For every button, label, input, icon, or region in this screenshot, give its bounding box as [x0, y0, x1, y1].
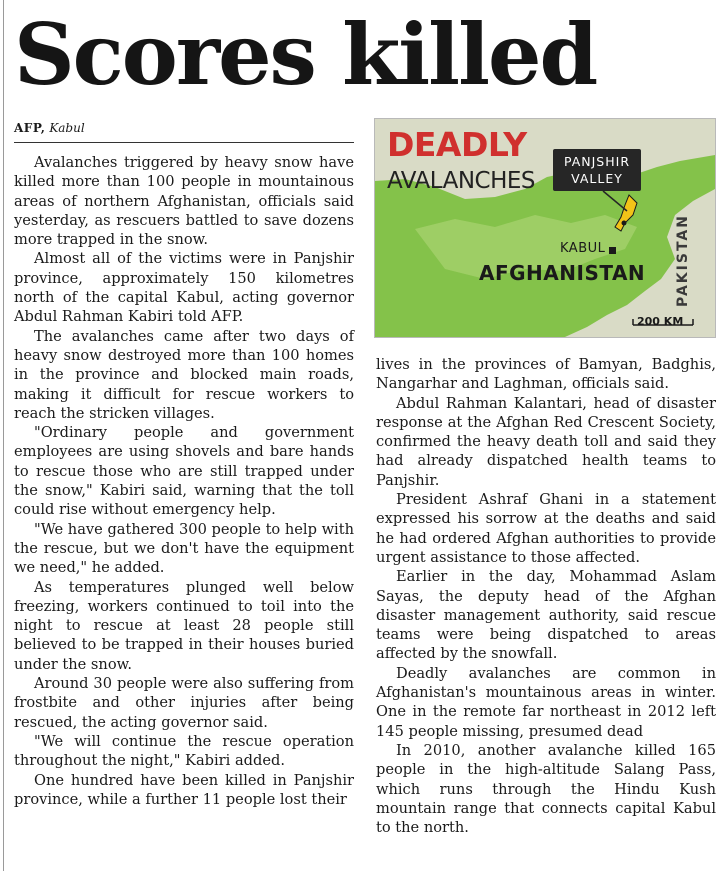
byline — [14, 120, 354, 136]
byline-divider — [14, 142, 354, 143]
pakistan-label: PAKISTAN — [675, 214, 691, 307]
paragraph: "We have gathered 300 people to help with the rescue, but we don't have the equipment we need," he added. — [14, 520, 354, 577]
panjshir-marker — [622, 221, 627, 226]
callout-line-1: PANJSHIR — [563, 154, 631, 169]
paragraph: Around 30 people were also suffering from frostbite and other injuries after being rescued, the acting governor said. — [14, 675, 354, 731]
paragraph: President Ashraf Ghani in a statement expressed his sorrow at the deaths and said he had ordered Afghan authorities to provide urgent assistance to those affected. — [376, 491, 716, 566]
left-column-rule — [3, 0, 4, 871]
paragraph: The avalanches came after two days of heavy snow destroyed more than 100 homes in the province and blocked main roads, making it difficult for rescue workers to reach the stricken villages. — [14, 327, 354, 422]
kabul-label: KABUL — [560, 241, 606, 256]
paragraph: "We will continue the rescue operation throughout the night," Kabiri added. — [14, 732, 354, 770]
headline: Scores killed — [14, 5, 597, 104]
byline-place: Kabul — [49, 121, 85, 135]
afghanistan-label: AFGHANISTAN — [479, 261, 646, 285]
paragraph: Abdul Rahman Kalantari, head of disaster response at the Afghan Red Crescent Society, confirmed the heavy death toll and said they had already dispatched health teams to Panjshir. — [376, 394, 716, 489]
paragraph: Almost all of the victims were in Panjshir province, approximately 150 kilometres north of the capital Kabul, acting governor Abdul Rahman Kabiri told AFP. — [14, 250, 354, 326]
callout-line-2: VALLEY — [571, 171, 623, 186]
paragraph: Avalanches triggered by heavy snow have killed more than 100 people in mountainous areas of northern Afghanistan, officials said yesterday, as rescuers battled to save dozens more trapped in the snow. — [14, 154, 354, 249]
paragraph: Earlier in the day, Mohammad Aslam Sayas, the deputy head of the Afghan disaster management authority, said rescue teams were being dispatched to areas affected by the snowfall. — [376, 568, 716, 663]
article-column-1 — [14, 153, 354, 809]
article-column-2 — [376, 355, 716, 837]
paragraph: lives in the provinces of Bamyan, Badghis, Nangarhar and Laghman, officials said. — [376, 356, 716, 393]
paragraph: In 2010, another avalanche killed 165 people in the high-altitude Salang Pass, which runs through the Hindu Kush mountain range that connects capital Kabul to the north. — [376, 741, 716, 837]
paragraph: As temperatures plunged well below freezing, workers continued to toil into the night to rescue at least 28 people still believed to be trapped in their houses buried under the snow. — [14, 578, 354, 673]
scale-label: 200 KM — [637, 315, 684, 328]
kabul-marker — [609, 247, 616, 254]
avalanche-map — [374, 118, 716, 338]
panjshir-callout — [553, 149, 641, 191]
paragraph: Deadly avalanches are common in Afghanistan's mountainous areas in winter. One in the remote far northeast in 2012 left 145 people missing, presumed dead — [376, 664, 716, 740]
map-title: DEADLY — [387, 125, 527, 164]
paragraph: One hundred have been killed in Panjshir province, while a further 11 people lost their — [14, 771, 354, 808]
paragraph: "Ordinary people and government employees are using shovels and bare hands to rescue those who are still trapped under the snow," Kabiri said, warning that the toll could rise without emergency help. — [14, 424, 354, 519]
map-subtitle: AVALANCHES — [387, 168, 536, 194]
byline-agency: AFP, — [14, 121, 46, 135]
